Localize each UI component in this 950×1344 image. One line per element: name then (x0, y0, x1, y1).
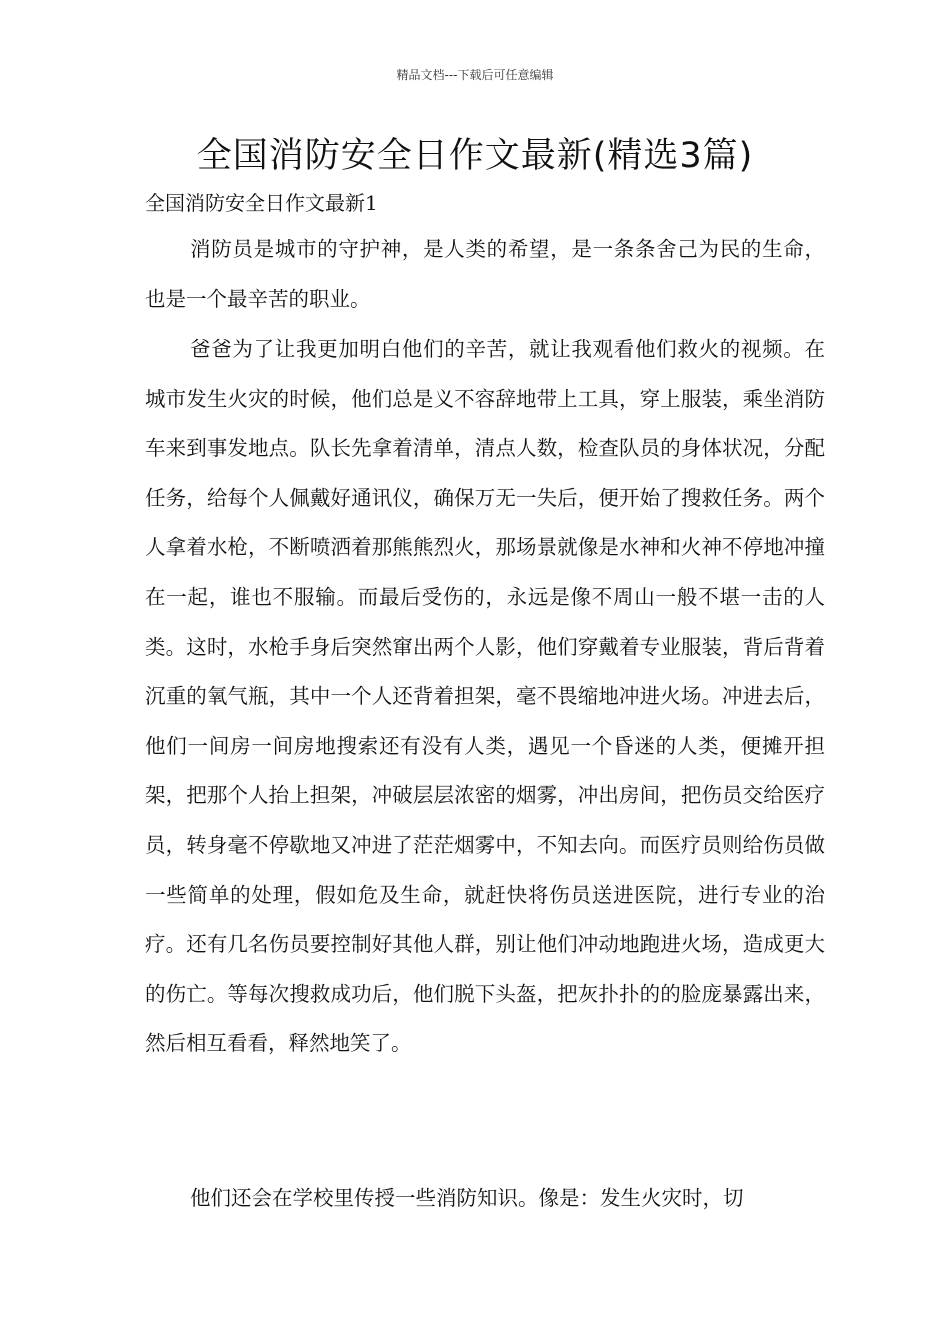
paragraph: 他们还会在学校里传授一些消防知识。像是：发生火灾时，切 (190, 1186, 744, 1210)
document-title: 全国消防安全日作文最新(精选3篇) (196, 136, 754, 176)
paragraph: 爸爸为了让我更加明白他们的辛苦，就让我观看他们救火的视频。在城市发生火灾的时候，他们总是义不容辞地带上工具，穿上服装，乘坐消防车来到事发地点。队长先拿着清单，清点人数，检查队员的身体状况，分配任务，给每个人佩戴好通讯仪，确保万无一失后，便开始了搜救任务。两个人拿着水枪，不断喷洒着那熊熊烈火，那场景就像是水神和火神不停地冲撞在一起，谁也不服输。而最后受伤的，永远是像不周山一般不堪一击的人类。这时，水枪手身后突然窜出两个人影，他们穿戴着专业服装，背后背着沉重的氧气瓶，其中一个人还背着担架，毫不畏缩地冲进火场。冲进去后，他们一间房一间房地搜索还有没有人类，遇见一个昏迷的人类，便摊开担架，把那个人抬上担架，冲破层层浓密的烟雾，冲出房间，把伤员交给医疗员，转身毫不停歇地又冲进了茫茫烟雾中，不知去向。而医疗员则给伤员做一些简单的处理，假如危及生命，就赶快将伤员送进医院，进行专业的治疗。还有几名伤员要控制好其他人群，别让他们冲动地跑进火场，造成更大的伤亡。等每次搜救成功后，他们脱下头盔，把灰扑扑的的脸庞暴露出来，然后相互看看，释然地笑了。 (145, 337, 825, 1056)
header-note: 精品文档---下载后可任意编辑 (396, 68, 554, 82)
paragraph: 消防员是城市的守护神，是人类的希望，是一条条舍己为民的生命，也是一个最辛苦的职业。 (145, 237, 825, 311)
section-heading: 全国消防安全日作文最新1 (145, 191, 378, 215)
